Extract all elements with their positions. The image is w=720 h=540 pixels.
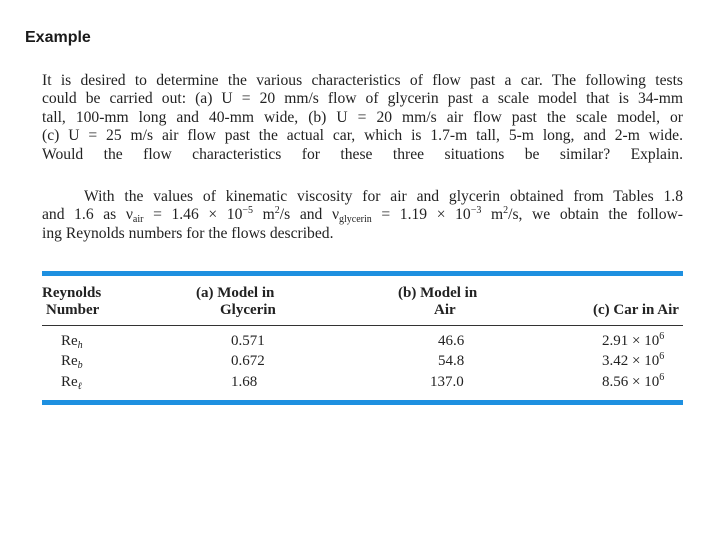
solution-text-part: m (253, 206, 275, 224)
solution-text-part: = 1.46 × 10 (143, 206, 243, 224)
cell-mantissa: 2.91 × 10 (602, 333, 660, 349)
solution-text-part: and 1.6 as ν (42, 206, 133, 224)
solution-text-part: /s, we obtain the follow- (508, 206, 683, 224)
page-title: Example (25, 29, 91, 46)
cell-car-air (602, 353, 664, 370)
cell-exponent: 6 (659, 351, 665, 362)
solution-text-part: m (481, 206, 504, 224)
cell-model-air: 137.0 (430, 374, 464, 390)
problem-line-4: (c) U = 25 m/s air flow past the actual car, which is 1.7-m tall, 5-m long, and 2-m wide. (42, 127, 683, 145)
row-label (61, 333, 83, 350)
solution-line-1: With the values of kinematic viscosity for air and glycerin obtained from Tables 1.8 (84, 188, 683, 205)
table-bottom-rule (42, 400, 683, 405)
cell-model-air: 46.6 (438, 333, 465, 349)
row-label-text: Re (61, 374, 78, 390)
header-model-glycerin (196, 285, 276, 319)
exponent: −5 (242, 205, 254, 217)
cell-glycerin: 0.571 (231, 333, 265, 349)
cell-mantissa: 8.56 × 10 (602, 374, 660, 390)
cell-mantissa: 3.42 × 10 (602, 353, 660, 369)
subscript-glycerin: glycerin (339, 214, 372, 226)
cell-glycerin: 1.68 (231, 374, 258, 390)
solution-line-3: ing Reynolds numbers for the flows described. (42, 224, 334, 242)
header-line: Air (434, 302, 456, 318)
solution-text-part: /s and ν (279, 206, 339, 224)
header-line: Number (46, 302, 100, 318)
solution-text-part: = 1.19 × 10 (371, 206, 471, 224)
table-header-divider (42, 325, 683, 326)
cell-exponent: 6 (659, 331, 665, 342)
problem-statement (42, 72, 683, 164)
exponent: 2 (274, 205, 280, 217)
cell-exponent: 6 (659, 372, 665, 383)
header-line: (b) Model in (398, 285, 478, 301)
row-label-sub: h (77, 340, 83, 351)
header-model-air (398, 285, 477, 319)
subscript-air: air (132, 214, 144, 226)
cell-glycerin: 0.672 (231, 353, 265, 369)
solution-text (42, 188, 683, 243)
problem-line-5: Would the flow characteristics for these three situations be similar? Explain. (42, 145, 683, 163)
row-label-sub: ℓ (77, 381, 82, 392)
problem-line-1: It is desired to determine the various characteristics of flow past a car. The following tests (42, 72, 683, 89)
problem-line-3: tall, 100-mm long and 40-mm wide, (b) U = 20 mm/s air flow past the scale model, or (42, 108, 683, 126)
row-label (61, 353, 83, 370)
cell-car-air (602, 333, 664, 350)
table-top-rule (42, 271, 683, 276)
row-label-sub: b (77, 360, 83, 371)
exponent: 2 (503, 205, 509, 217)
row-label (61, 374, 82, 391)
solution-line-2 (42, 206, 683, 224)
exponent: −3 (470, 205, 482, 217)
header-car-air: (c) Car in Air (593, 302, 679, 318)
row-label-text: Re (61, 333, 78, 349)
row-label-text: Re (61, 353, 78, 369)
header-line: Reynolds (42, 285, 102, 301)
problem-line-2: could be carried out: (a) U = 20 mm/s flow of glycerin past a scale model that is 34-mm (42, 90, 683, 108)
header-reynolds-number (42, 285, 101, 319)
cell-model-air: 54.8 (438, 353, 465, 369)
header-line: Glycerin (220, 302, 276, 318)
header-line: (a) Model in (196, 285, 275, 301)
cell-car-air (602, 374, 664, 391)
